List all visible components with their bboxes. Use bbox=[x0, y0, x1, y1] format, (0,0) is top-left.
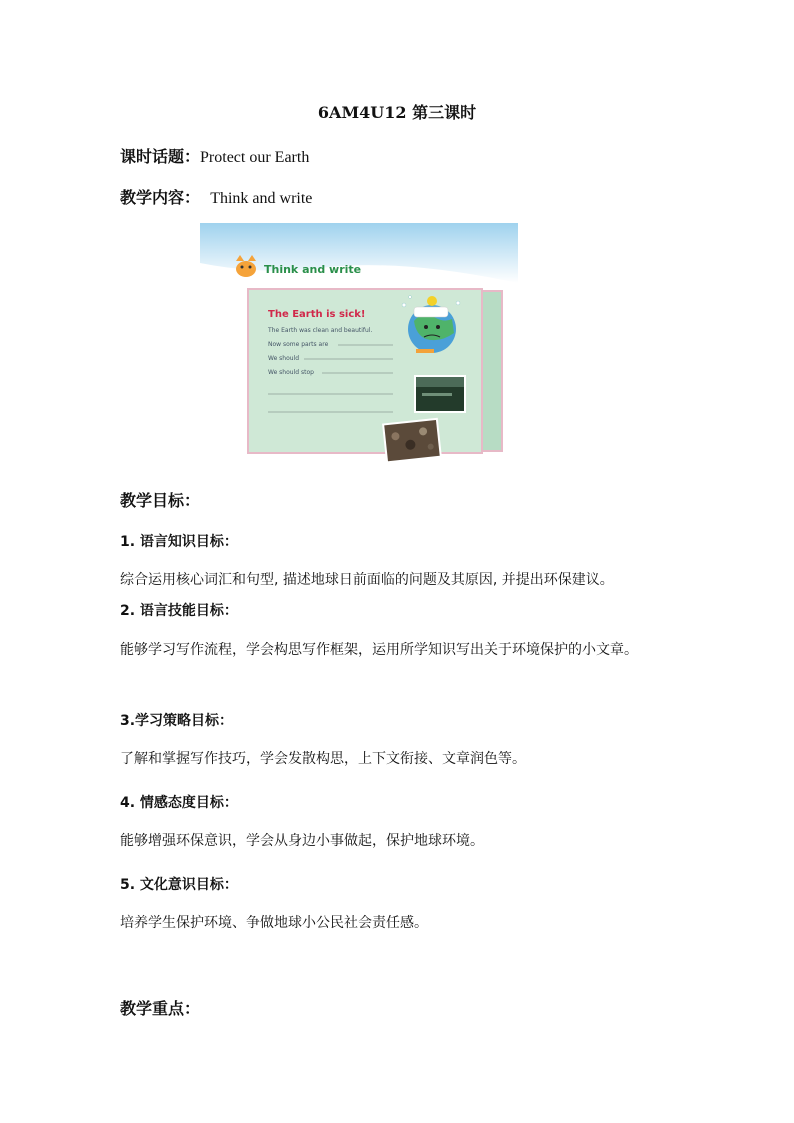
banner-text: Think and write bbox=[264, 263, 362, 276]
goals-heading: 教学目标： bbox=[120, 491, 201, 510]
content-value: Think and write bbox=[210, 190, 313, 207]
board-line-1: The Earth was clean and beautiful. bbox=[268, 327, 373, 334]
content-label: 教学内容： bbox=[120, 188, 201, 207]
key-points-heading: 教学重点： bbox=[120, 999, 201, 1018]
goal-5-text: 培养学生保护环境、争做地球小公民社会责任感。 bbox=[120, 915, 428, 931]
board-line-2: Now some parts are bbox=[268, 341, 329, 348]
illustration-svg bbox=[200, 223, 518, 465]
page-title: 6AM4U12 第三课时 bbox=[317, 103, 477, 122]
goal-1-text: 综合运用核心词汇和句型, 描述地球日前面临的问题及其原因, 并提出环保建议。 bbox=[120, 572, 614, 588]
goal-2-title: 2. 语言技能目标： bbox=[120, 603, 238, 619]
board-line-3: We should bbox=[268, 355, 300, 362]
goal-4-title: 4. 情感态度目标： bbox=[120, 795, 238, 811]
goal-5-title: 5. 文化意识目标： bbox=[120, 877, 238, 893]
polluted-river-photo bbox=[414, 375, 466, 413]
goal-2-text: 能够学习写作流程，学会构思写作框架，运用所学知识写出关于环境保护的小文章。 bbox=[120, 642, 638, 658]
goal-3-title: 3.学习策略目标： bbox=[120, 713, 234, 729]
topic-label: 课时话题： bbox=[120, 147, 201, 166]
board-heading: The Earth is sick! bbox=[268, 309, 366, 320]
textbook-illustration bbox=[200, 223, 518, 465]
goal-3-text: 了解和掌握写作技巧，学会发散构思，上下文衔接、文章润色等。 bbox=[120, 751, 526, 767]
garbage-photo bbox=[382, 418, 442, 464]
board-line-4: We should stop bbox=[268, 369, 314, 376]
goal-4-text: 能够增强环保意识，学会从身边小事做起，保护地球环境。 bbox=[120, 833, 484, 849]
content-row bbox=[120, 185, 312, 208]
topic-value: Protect our Earth bbox=[200, 149, 310, 166]
goal-1-title: 1. 语言知识目标： bbox=[120, 534, 238, 550]
topic-row bbox=[120, 144, 309, 167]
